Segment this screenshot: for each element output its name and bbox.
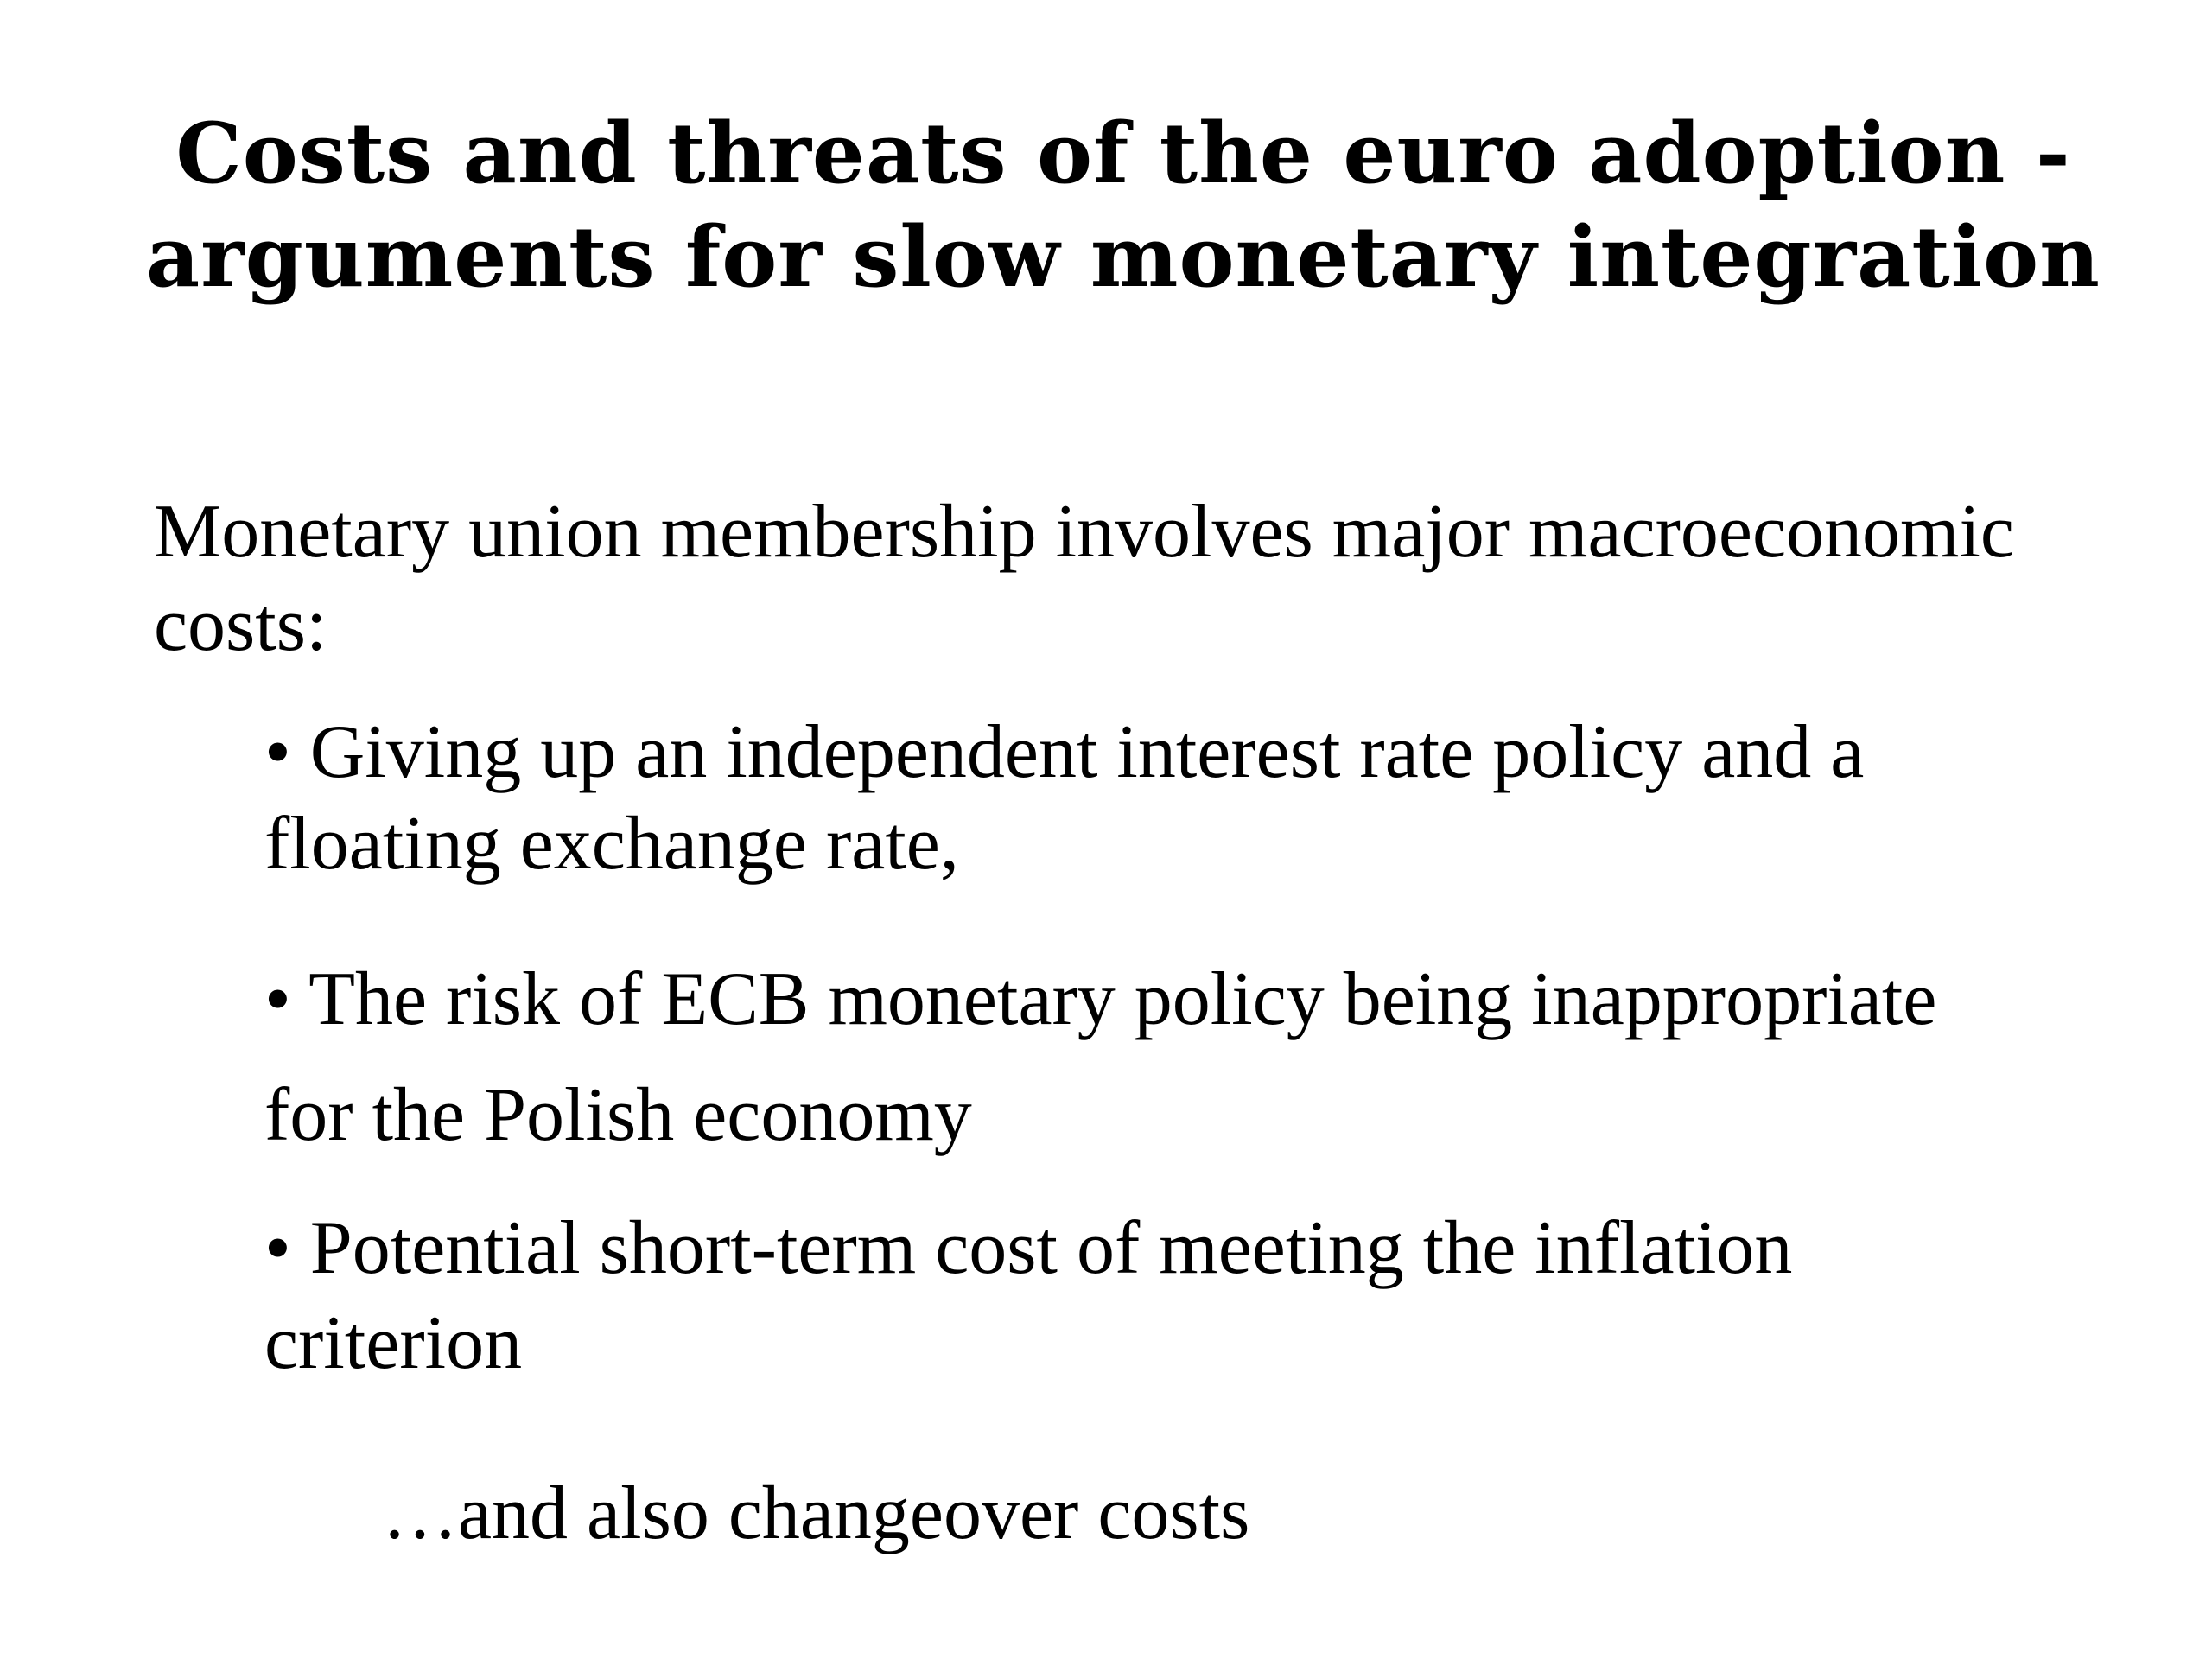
bullet-item: • The risk of ECB monetary policy being inappropriate for the Polish economy [264, 957, 1937, 1157]
slide-title: Costs and threats of the euro adoption - arguments for slow monetary integration [146, 105, 2101, 306]
bullet-item: • Potential short-term cost of meeting the inflation criterion [264, 1206, 1793, 1385]
bullet-item: • Giving up an independent interest rate policy and a floating exchange rate, [264, 710, 1865, 886]
footer-note: …and also changeover costs [382, 1471, 1250, 1555]
intro-text: Monetary union membership involves major macroeconomic costs: [154, 490, 2014, 667]
